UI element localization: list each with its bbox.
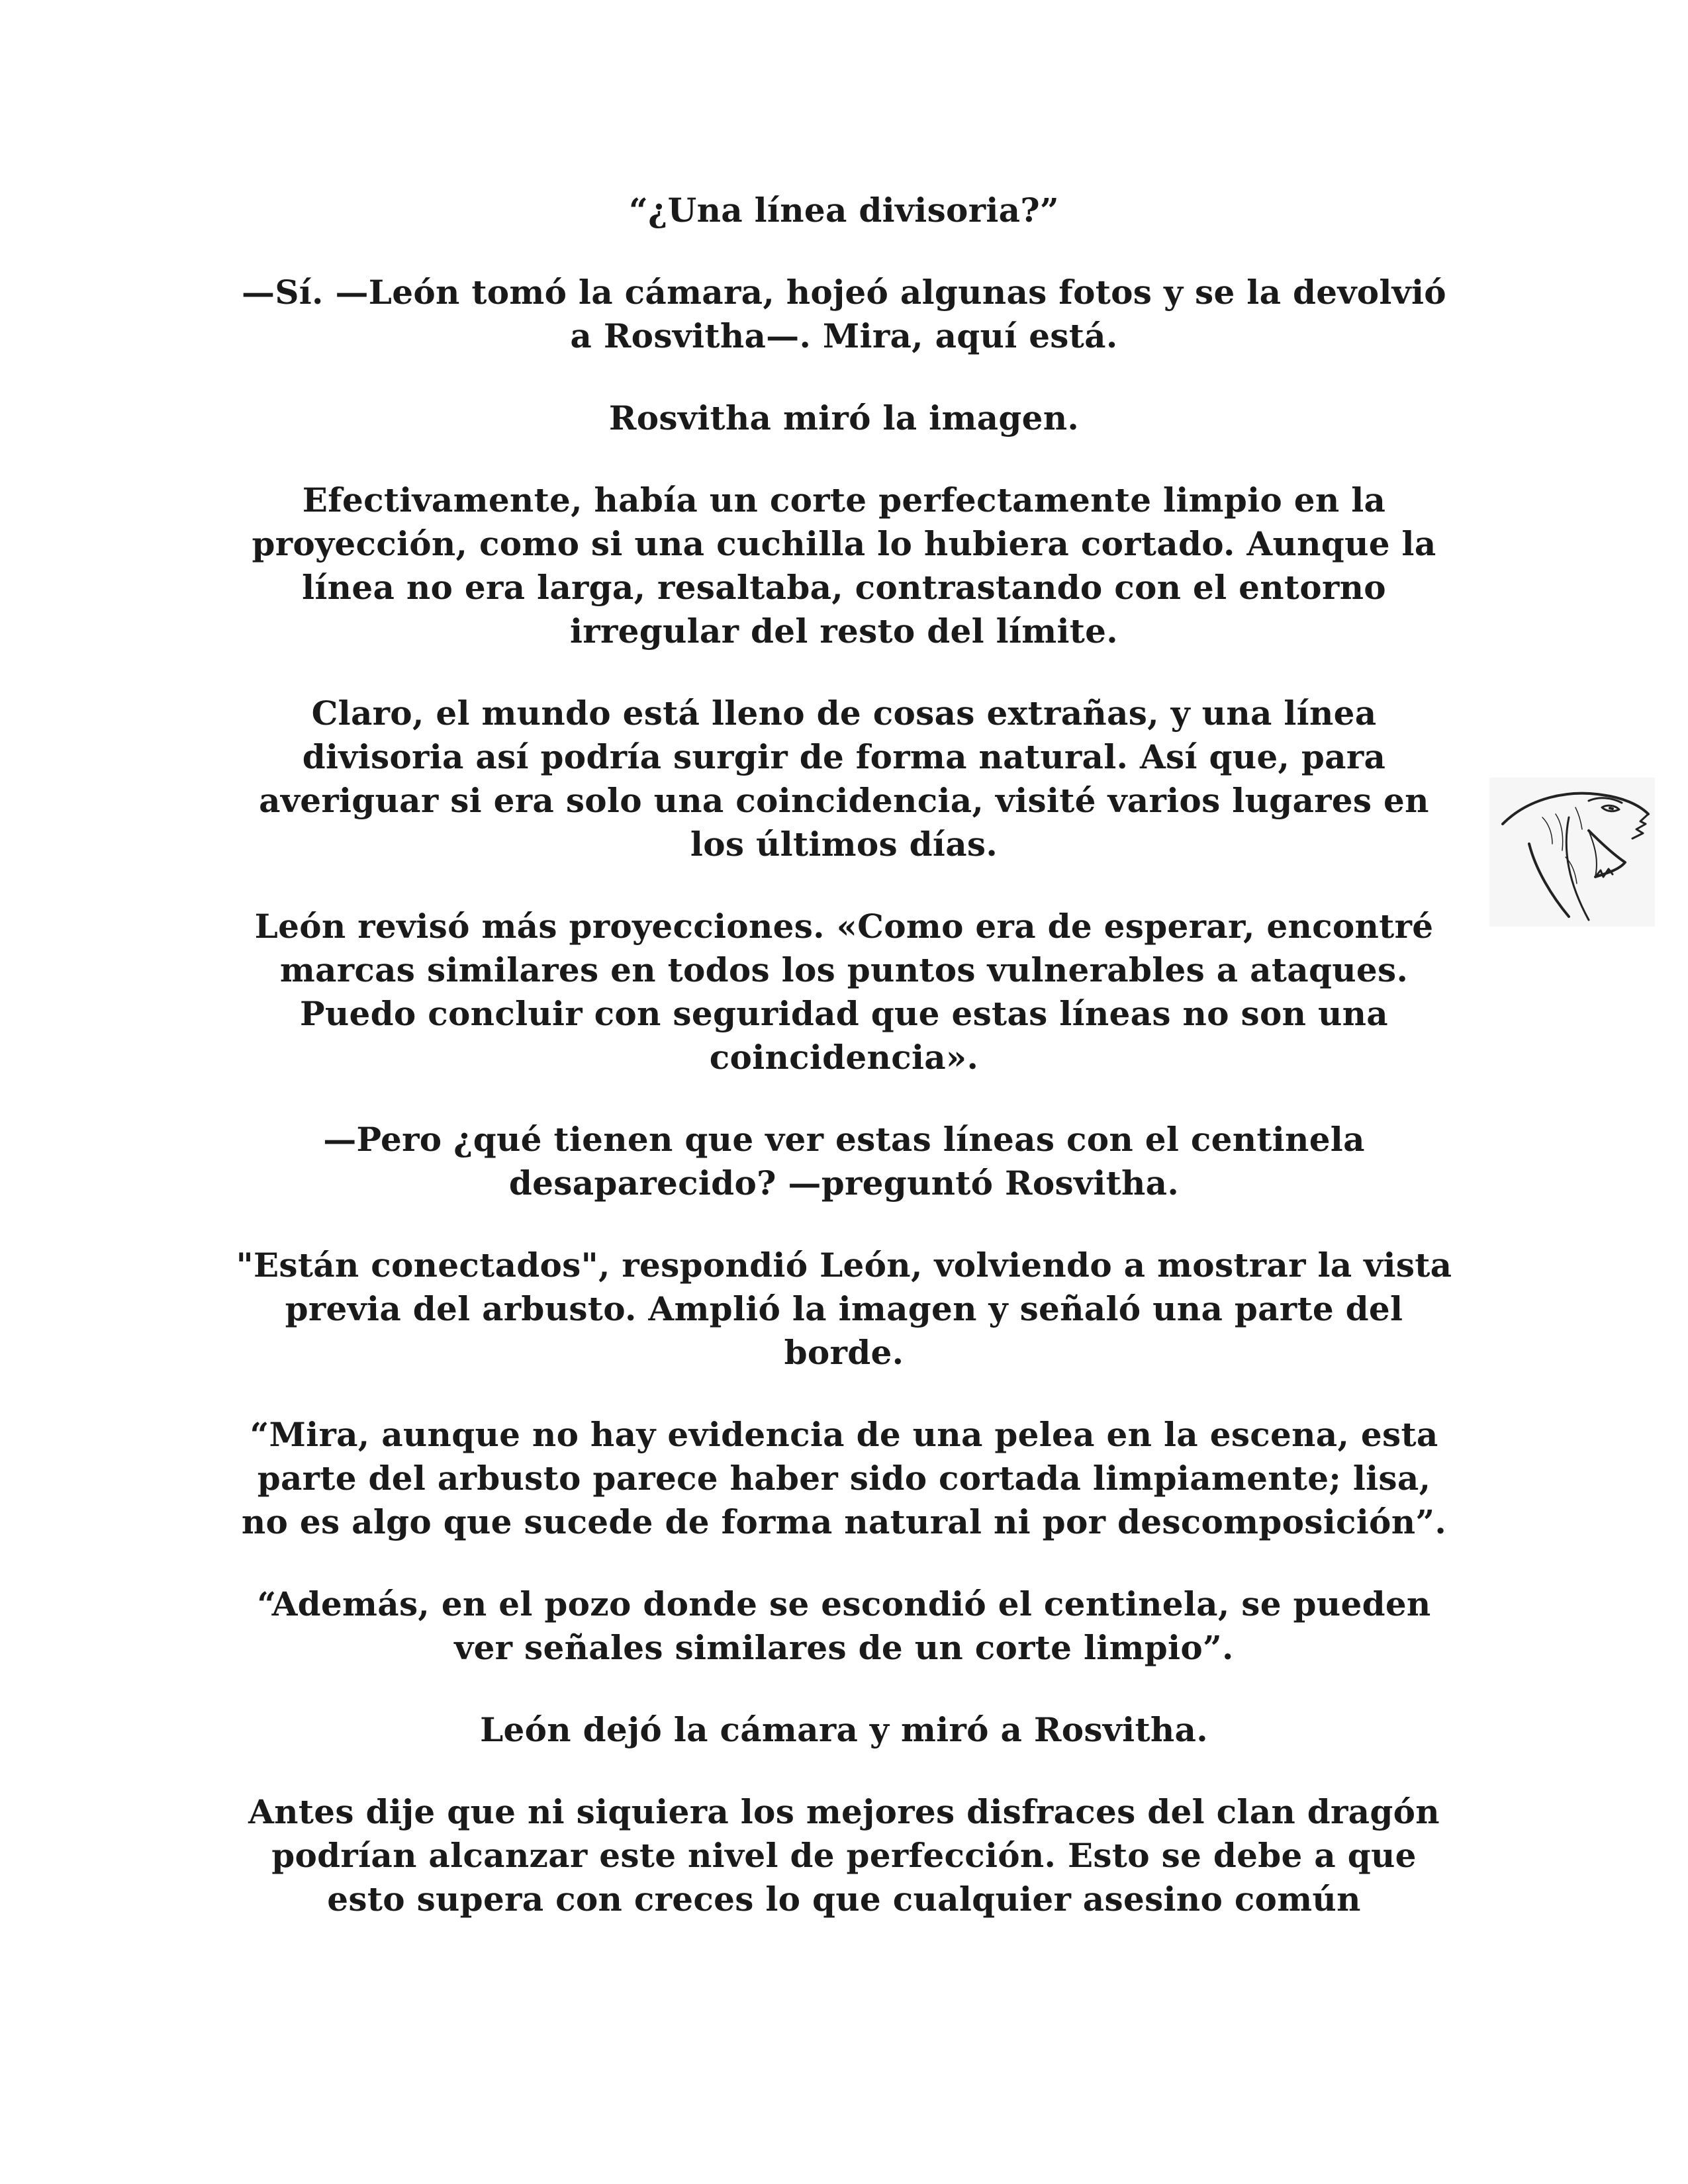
paragraph-6: León revisó más proyecciones. «Como era de esperar, encontré marcas similares en todos los puntos vulnerables a ataques. Puedo concluir con seguridad que estas líneas no son una coincidencia». xyxy=(254,907,1434,1077)
dinosaur-head-sketch-icon xyxy=(1489,778,1655,927)
paragraph-5: Claro, el mundo está lleno de cosas extrañas, y una línea divisoria así podría surgir de forma natural. Así que, para averiguar si era solo una coincidencia, visité varios lugares en los últimos días. xyxy=(259,694,1429,864)
paragraph-4: Efectivamente, había un corte perfectamente limpio en la proyección, como si una cuchilla lo hubiera cortado. Aunque la línea no era larga, resaltaba, contrastando con el entorno irregular del resto del límite. xyxy=(252,480,1436,651)
paragraph-1: “¿Una línea divisoria?” xyxy=(629,191,1059,230)
paragraph-8: "Están conectados", respondió León, volviendo a mostrar la vista previa del arbusto. Amplió la imagen y señaló una parte del borde. xyxy=(236,1246,1452,1372)
paragraph-2: —Sí. —León tomó la cámara, hojeó algunas fotos y se la devolvió a Rosvitha—. Mira, aquí está. xyxy=(242,273,1446,355)
page-body-text xyxy=(232,189,1456,1960)
paragraph-9: “Mira, aunque no hay evidencia de una pelea en la escena, esta parte del arbusto parece haber sido cortada limpiamente; lisa, no es algo que sucede de forma natural ni por descomposición”. xyxy=(241,1415,1447,1541)
paragraph-7: —Pero ¿qué tienen que ver estas líneas con el centinela desaparecido? —preguntó Rosvitha. xyxy=(323,1120,1365,1203)
paragraph-11: León dejó la cámara y miró a Rosvitha. xyxy=(480,1710,1208,1749)
paragraph-10: “Además, en el pozo donde se escondió el centinela, se pueden ver señales similares de un corte limpio”. xyxy=(257,1584,1431,1667)
paragraph-12: Antes dije que ni siquiera los mejores disfraces del clan dragón podrían alcanzar este nivel de perfección. Esto se debe a que esto supera con creces lo que cualquier asesino común xyxy=(248,1792,1440,1919)
paragraph-3: Rosvitha miró la imagen. xyxy=(608,398,1080,437)
